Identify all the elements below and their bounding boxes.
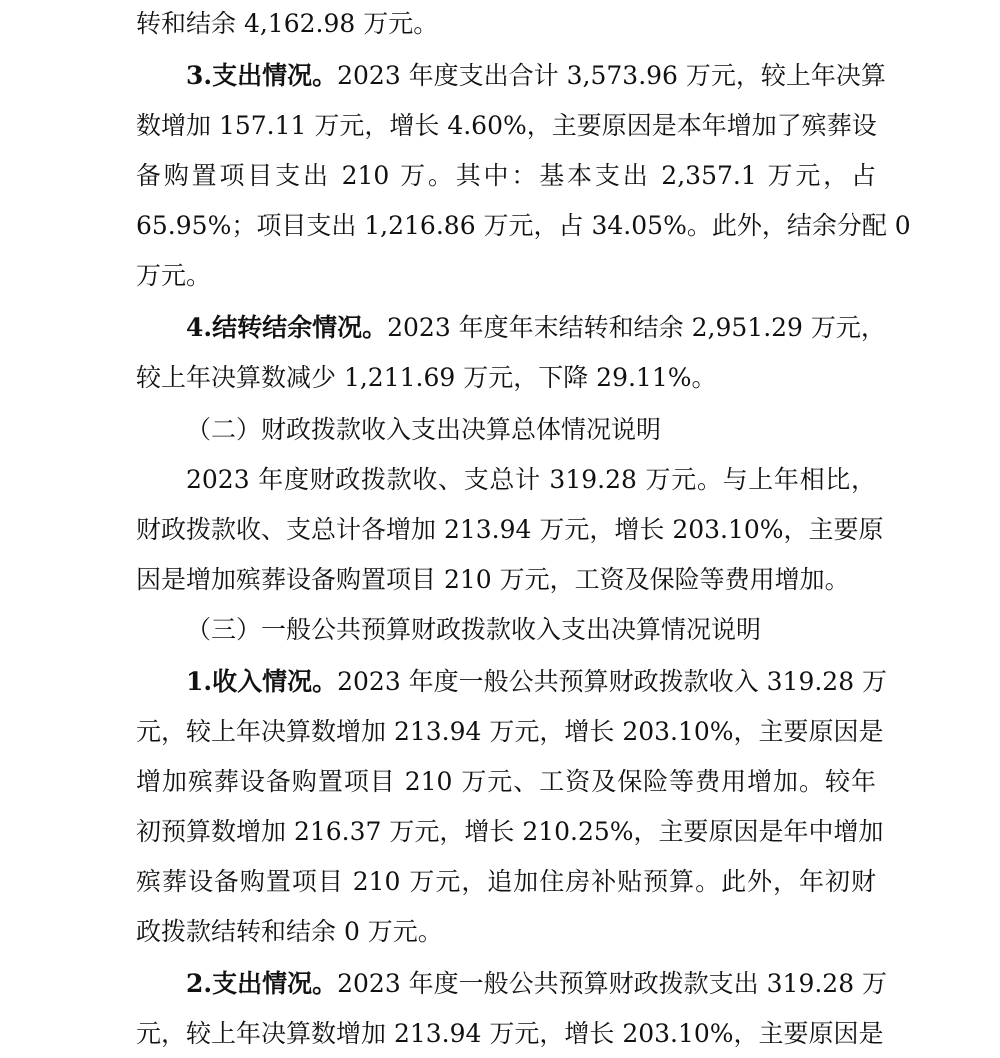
paragraph-line: 4.结转结余情况。2023 年度年末结转和结余 2,951.29 万元， [186,313,886,342]
text-line: 较上年决算数减少 1,211.69 万元，下降 29.11%。 [136,363,717,392]
paragraph-line: 1.收入情况。2023 年度一般公共预算财政拨款收入 319.28 万 [186,667,888,696]
text-line: 初预算数增加 216.37 万元，增长 210.25%，主要原因是年中增加 [136,817,884,846]
paragraph-line: 3.支出情况。2023 年度支出合计 3,573.96 万元，较上年决算 [186,61,886,90]
text-line: 转和结余 4,162.98 万元。 [136,9,439,38]
section-heading: 2.支出情况。 [186,969,338,998]
paragraph-line: 2023 年度财政拨款收、支总计 319.28 万元。与上年相比， [186,465,876,494]
text-line: 因是增加殡葬设备购置项目 210 万元，工资及保险等费用增加。 [136,565,850,594]
text-line: 元，较上年决算数增加 213.94 万元，增长 203.10%，主要原因是 [136,717,884,746]
subsection-heading: （二）财政拨款收入支出决算总体情况说明 [186,415,662,444]
section-heading: 4.结转结余情况。 [186,313,388,342]
text-line: 万元。 [136,261,212,290]
section-heading: 1.收入情况。 [186,667,338,696]
text-line: 财政拨款收、支总计各增加 213.94 万元，增长 203.10%，主要原 [136,515,884,544]
text-line: 增加殡葬设备购置项目 210 万元、工资及保险等费用增加。较年 [136,767,876,796]
section-heading: 3.支出情况。 [186,61,338,90]
subsection-heading: （三）一般公共预算财政拨款收入支出决算情况说明 [186,615,762,644]
text-line: 备购置项目支出 210 万。其中：基本支出 2,357.1 万元，占 [136,161,876,190]
text-line: 65.95%；项目支出 1,216.86 万元，占 34.05%。此外，结余分配 0 [136,211,911,240]
text-line: 殡葬设备购置项目 210 万元，追加住房补贴预算。此外，年初财 [136,867,876,896]
text-line: 政拨款结转和结余 0 万元。 [136,917,443,946]
paragraph-line: 2.支出情况。2023 年度一般公共预算财政拨款支出 319.28 万 [186,969,888,998]
text-line: 数增加 157.11 万元，增长 4.60%，主要原因是本年增加了殡葬设 [136,111,877,140]
text-line: 元，较上年决算数增加 213.94 万元，增长 203.10%，主要原因是 [136,1019,884,1048]
